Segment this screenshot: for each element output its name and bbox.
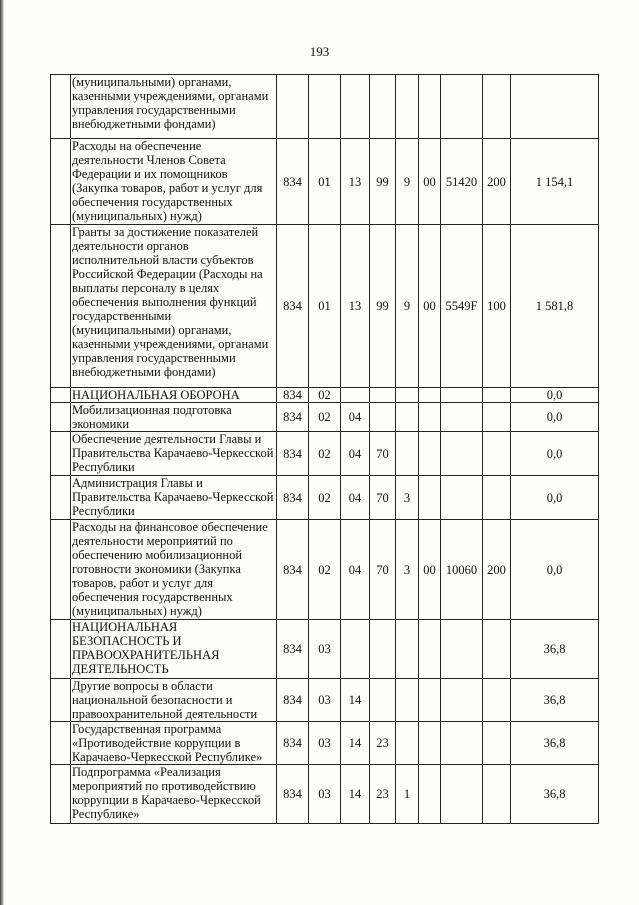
row-indent-cell <box>51 520 71 620</box>
row-indent-cell <box>51 388 71 403</box>
item-name: НАЦИОНАЛЬНАЯ ОБОРОНА <box>71 388 277 403</box>
program-code: 70 <box>370 432 396 476</box>
section-code: 02 <box>309 403 341 432</box>
subprogram-code <box>396 679 419 722</box>
expense-type-code <box>483 403 511 432</box>
amount: 0,0 <box>511 476 599 520</box>
activity-code <box>419 679 441 722</box>
section-code: 01 <box>309 139 341 225</box>
item-name: Расходы на обеспечение деятельности Членов Совета Федерации и их помощников (Закупка товаров, работ и услуг для обеспечения государственных (муниципальных) нужд) <box>71 139 277 225</box>
section-code: 03 <box>309 620 341 679</box>
subsection-code: 04 <box>341 432 370 476</box>
row-indent-cell <box>51 679 71 722</box>
row-indent-cell <box>51 722 71 765</box>
program-code <box>370 75 396 139</box>
activity-code <box>419 75 441 139</box>
amount: 0,0 <box>511 403 599 432</box>
subsection-code: 04 <box>341 520 370 620</box>
program-code: 23 <box>370 765 396 824</box>
subprogram-code <box>396 620 419 679</box>
item-name: Обеспечение деятельности Главы и Правительства Карачаево-Черкесской Республики <box>71 432 277 476</box>
admin-code: 834 <box>277 722 309 765</box>
amount: 36,8 <box>511 722 599 765</box>
budget-table <box>50 74 599 824</box>
admin-code: 834 <box>277 476 309 520</box>
item-name: Гранты за достижение показателей деятельности органов исполнительной власти субъектов Российской Федерации (Расходы на выплаты персоналу в целях обеспечения выполнения функций государственными (муниципальными) органами, казенными учреждениями, органами управления государственными внебюджетными фондами) <box>71 225 277 388</box>
item-name: Государственная программа «Противодействие коррупции в Карачаево-Черкесской Республике» <box>71 722 277 765</box>
activity-code <box>419 432 441 476</box>
program-code: 70 <box>370 476 396 520</box>
table-row <box>51 139 599 225</box>
row-indent-cell <box>51 765 71 824</box>
amount: 36,8 <box>511 765 599 824</box>
item-name: НАЦИОНАЛЬНАЯ БЕЗОПАСНОСТЬ И ПРАВООХРАНИТЕЛЬНАЯ ДЕЯТЕЛЬНОСТЬ <box>71 620 277 679</box>
admin-code: 834 <box>277 679 309 722</box>
direction-code <box>441 403 483 432</box>
table-row <box>51 520 599 620</box>
activity-code <box>419 388 441 403</box>
subsection-code: 13 <box>341 225 370 388</box>
admin-code: 834 <box>277 388 309 403</box>
expense-type-code <box>483 75 511 139</box>
subsection-code: 13 <box>341 139 370 225</box>
row-indent-cell <box>51 476 71 520</box>
activity-code: 00 <box>419 225 441 388</box>
program-code: 70 <box>370 520 396 620</box>
expense-type-code: 100 <box>483 225 511 388</box>
admin-code: 834 <box>277 403 309 432</box>
subprogram-code <box>396 432 419 476</box>
subsection-code <box>341 620 370 679</box>
row-indent-cell <box>51 225 71 388</box>
subprogram-code: 3 <box>396 520 419 620</box>
row-indent-cell <box>51 403 71 432</box>
section-code: 02 <box>309 476 341 520</box>
activity-code <box>419 620 441 679</box>
expense-type-code <box>483 679 511 722</box>
item-name: Подпрограмма «Реализация мероприятий по противодействию коррупции в Карачаево-Черкесской Республике» <box>71 765 277 824</box>
section-code: 03 <box>309 679 341 722</box>
section-code: 02 <box>309 520 341 620</box>
amount: 36,8 <box>511 620 599 679</box>
admin-code: 834 <box>277 520 309 620</box>
subprogram-code <box>396 722 419 765</box>
row-indent-cell <box>51 75 71 139</box>
activity-code: 00 <box>419 139 441 225</box>
activity-code <box>419 476 441 520</box>
table-row <box>51 476 599 520</box>
page-number: 193 <box>309 44 330 59</box>
direction-code <box>441 679 483 722</box>
table-row <box>51 388 599 403</box>
activity-code <box>419 722 441 765</box>
activity-code <box>419 765 441 824</box>
amount: 0,0 <box>511 388 599 403</box>
program-code: 99 <box>370 139 396 225</box>
direction-code <box>441 75 483 139</box>
program-code <box>370 620 396 679</box>
direction-code: 10060 <box>441 520 483 620</box>
direction-code: 51420 <box>441 139 483 225</box>
item-name: Администрация Главы и Правительства Карачаево-Черкесской Республики <box>71 476 277 520</box>
table-row <box>51 403 599 432</box>
program-code: 23 <box>370 722 396 765</box>
admin-code: 834 <box>277 139 309 225</box>
amount: 36,8 <box>511 679 599 722</box>
section-code: 02 <box>309 432 341 476</box>
item-name: (муниципальными) органами, казенными учреждениями, органами управления государственными внебюджетными фондами) <box>71 75 277 139</box>
expense-type-code <box>483 765 511 824</box>
section-code <box>309 75 341 139</box>
admin-code: 834 <box>277 225 309 388</box>
admin-code: 834 <box>277 432 309 476</box>
section-code: 03 <box>309 765 341 824</box>
program-code <box>370 403 396 432</box>
admin-code: 834 <box>277 620 309 679</box>
row-indent-cell <box>51 620 71 679</box>
direction-code <box>441 765 483 824</box>
section-code: 03 <box>309 722 341 765</box>
subsection-code: 14 <box>341 679 370 722</box>
table-row <box>51 225 599 388</box>
section-code: 02 <box>309 388 341 403</box>
direction-code <box>441 388 483 403</box>
subsection-code: 04 <box>341 476 370 520</box>
section-code: 01 <box>309 225 341 388</box>
table-row <box>51 722 599 765</box>
subprogram-code: 9 <box>396 225 419 388</box>
program-code <box>370 388 396 403</box>
expense-type-code <box>483 432 511 476</box>
subprogram-code: 1 <box>396 765 419 824</box>
subprogram-code: 3 <box>396 476 419 520</box>
item-name: Расходы на финансовое обеспечение деятельности мероприятий по обеспечению мобилизационной готовности экономики (Закупка товаров, работ и услуг для обеспечения государственных (муниципальных) нужд) <box>71 520 277 620</box>
table-row <box>51 75 599 139</box>
subsection-code: 14 <box>341 765 370 824</box>
amount: 0,0 <box>511 432 599 476</box>
direction-code <box>441 722 483 765</box>
expense-type-code: 200 <box>483 520 511 620</box>
expense-type-code <box>483 388 511 403</box>
amount: 1 581,8 <box>511 225 599 388</box>
expense-type-code <box>483 722 511 765</box>
subsection-code: 04 <box>341 403 370 432</box>
direction-code <box>441 620 483 679</box>
admin-code: 834 <box>277 765 309 824</box>
program-code <box>370 679 396 722</box>
subsection-code: 14 <box>341 722 370 765</box>
direction-code <box>441 476 483 520</box>
item-name: Другие вопросы в области национальной безопасности и правоохранительной деятельности <box>71 679 277 722</box>
amount <box>511 75 599 139</box>
expense-type-code: 200 <box>483 139 511 225</box>
amount: 1 154,1 <box>511 139 599 225</box>
table-row <box>51 620 599 679</box>
direction-code <box>441 432 483 476</box>
direction-code: 5549F <box>441 225 483 388</box>
program-code: 99 <box>370 225 396 388</box>
subprogram-code: 9 <box>396 139 419 225</box>
subprogram-code <box>396 403 419 432</box>
subsection-code <box>341 388 370 403</box>
amount: 0,0 <box>511 520 599 620</box>
activity-code <box>419 403 441 432</box>
admin-code <box>277 75 309 139</box>
subprogram-code <box>396 388 419 403</box>
subsection-code <box>341 75 370 139</box>
expense-type-code <box>483 476 511 520</box>
row-indent-cell <box>51 432 71 476</box>
table-row <box>51 432 599 476</box>
item-name: Мобилизационная подготовка экономики <box>71 403 277 432</box>
row-indent-cell <box>51 139 71 225</box>
expense-type-code <box>483 620 511 679</box>
activity-code: 00 <box>419 520 441 620</box>
subprogram-code <box>396 75 419 139</box>
table-row <box>51 765 599 824</box>
table-row <box>51 679 599 722</box>
page-binding-edge <box>0 0 4 905</box>
